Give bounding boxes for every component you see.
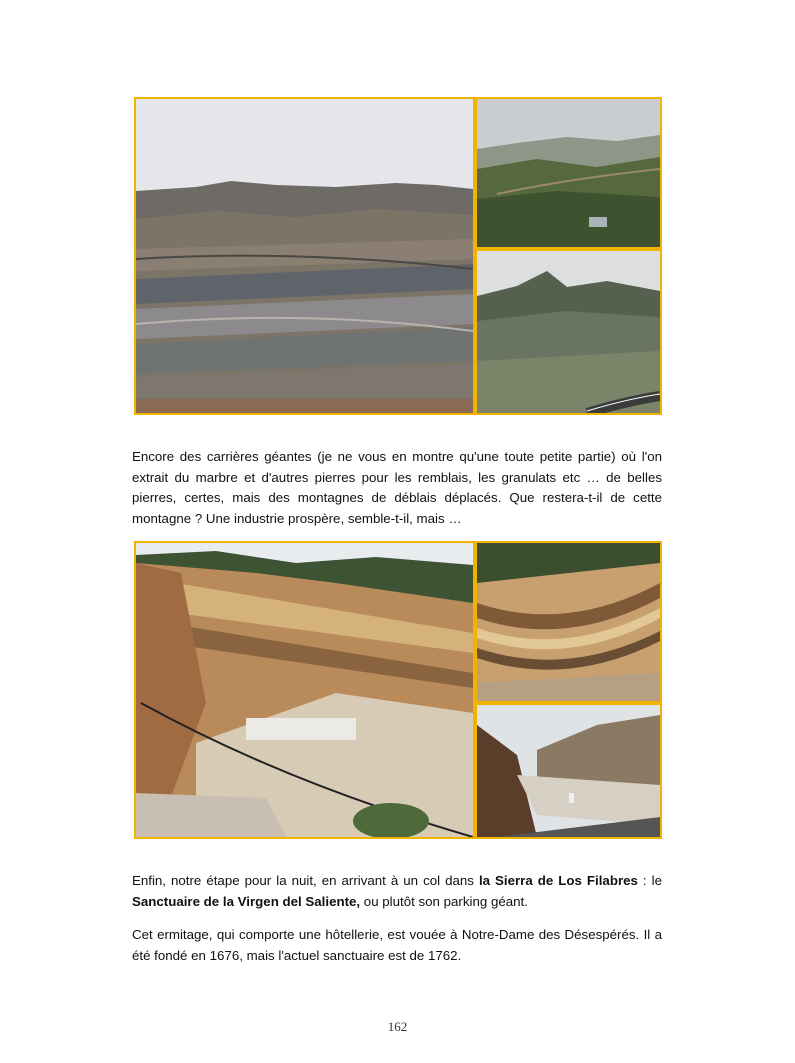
paragraph-text-middle: : le xyxy=(637,873,662,888)
quarry-paragraph: Encore des carrières géantes (je ne vous en montre qu'une toute petite partie) où l'on extrait du marbre et d'autres pierres pour les remblais, les granulats etc … de belles pierres, certes, mais des montagnes de déblais déplacés. Que restera-t-il de cette montagne ? Une industrie prospère, semble-t-il, mais … xyxy=(132,449,662,526)
hermitage-paragraph: Cet ermitage, qui comporte une hôtellerie, est vouée à Notre-Dame des Désespérés. Il a été fondé en 1676, mais l'actuel sanctuaire est de 1762. xyxy=(132,927,662,963)
marble-quarry-photo xyxy=(136,543,473,837)
mountain-peak-road-photo xyxy=(477,251,660,413)
terraced-hills-photo xyxy=(136,99,473,413)
page-number: 162 xyxy=(387,1019,408,1034)
quarry-photo-collage xyxy=(134,541,662,839)
landscape-photo-collage xyxy=(134,97,662,415)
quarry-road-photo xyxy=(477,705,660,837)
paragraph-text-after: ou plutôt son parking géant. xyxy=(360,893,528,909)
sanctuary-name: Sanctuaire de la Virgen del Saliente, xyxy=(132,893,361,909)
green-valley-photo xyxy=(477,99,660,247)
paragraph-text-before: Enfin, notre étape pour la nuit, en arrivant à un col dans xyxy=(132,873,479,888)
layered-rock-cut-photo xyxy=(477,543,660,701)
sierra-name: la Sierra de Los Filabres xyxy=(478,873,638,888)
sanctuary-paragraph xyxy=(132,871,662,912)
